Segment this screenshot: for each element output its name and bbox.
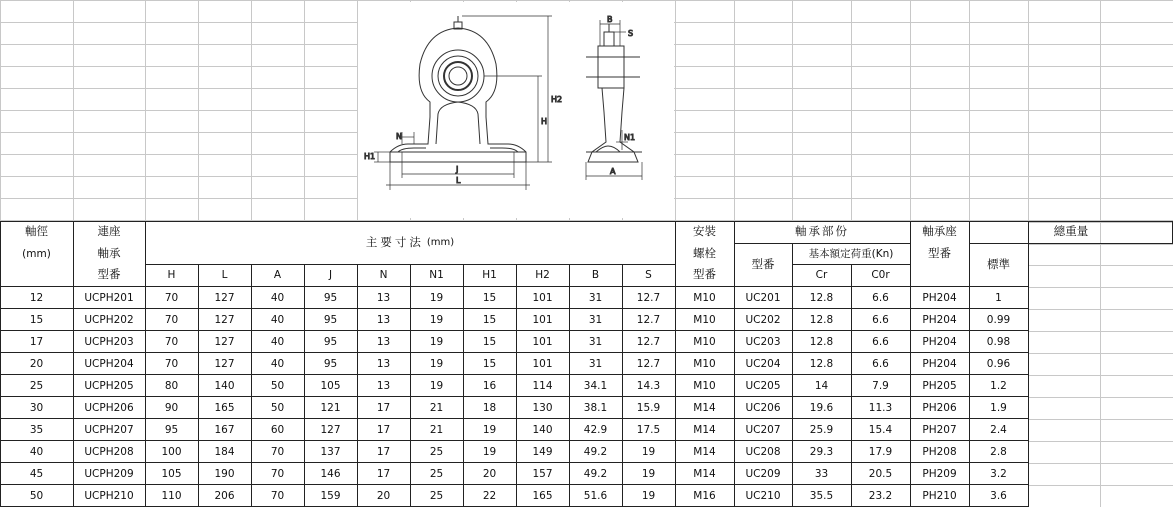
cell-weight: 1.2 xyxy=(990,379,1007,392)
cell-dim-n1: 25 xyxy=(429,467,444,480)
cell-dim-s: 12.7 xyxy=(636,291,661,304)
cell-bolt: M16 xyxy=(693,489,716,502)
cell-housing: PH207 xyxy=(922,423,957,436)
cell-dim-b: 31 xyxy=(588,313,603,326)
header-main-dims xyxy=(145,222,675,264)
cell-bolt: M14 xyxy=(693,423,716,436)
header-dim-n1: N1 xyxy=(429,268,444,281)
cell-dim-b: 31 xyxy=(588,335,603,348)
cell-weight: 0.98 xyxy=(986,335,1011,348)
cell-dim-n1: 19 xyxy=(429,313,444,326)
cell-dim-a: 40 xyxy=(270,291,285,304)
header-mm: (mm) xyxy=(22,247,51,260)
cell-dim-h1: 15 xyxy=(482,335,497,348)
dim-label-j: J xyxy=(456,165,459,174)
cell-housing: PH206 xyxy=(922,401,957,414)
header-mount: 安裝 xyxy=(693,224,716,239)
cell-weight: 3.2 xyxy=(990,467,1007,480)
cell-dim-a: 70 xyxy=(270,489,285,502)
cell-bearing: UC204 xyxy=(745,357,781,370)
cell-bearing: UC205 xyxy=(745,379,781,392)
header-dim-n: N xyxy=(379,268,388,281)
cell-dim-h2: 149 xyxy=(532,445,553,458)
cell-dim-s: 17.5 xyxy=(636,423,661,436)
cell-dim-a: 40 xyxy=(270,357,285,370)
cell-dim-l: 167 xyxy=(214,423,235,436)
cell-dim-n: 13 xyxy=(376,357,391,370)
header-bearing-model: 型番 xyxy=(751,257,775,272)
cell-dim-h: 90 xyxy=(164,401,179,414)
header-housing-model: 型番 xyxy=(928,246,951,261)
cell-model: UCPH203 xyxy=(84,335,134,348)
bearing-diagram xyxy=(358,2,674,218)
cell-bearing: UC202 xyxy=(745,313,781,326)
main-dims-label: 主要寸法 xyxy=(365,235,424,250)
cell-dim-n: 13 xyxy=(376,313,391,326)
cell-dim-l: 165 xyxy=(214,401,235,414)
cell-dim-n1: 21 xyxy=(429,423,444,436)
cell-shaft-dia: 25 xyxy=(29,379,44,392)
cell-dim-s: 19 xyxy=(641,445,656,458)
dim-label-a: A xyxy=(610,167,616,176)
cell-dim-l: 127 xyxy=(214,291,235,304)
cell-bolt: M14 xyxy=(693,467,716,480)
cell-dim-a: 40 xyxy=(270,313,285,326)
cell-dim-h2: 101 xyxy=(532,291,553,304)
cell-dim-n: 13 xyxy=(376,379,391,392)
cell-dim-s: 19 xyxy=(641,489,656,502)
cell-dim-b: 34.1 xyxy=(583,379,608,392)
cell-housing: PH204 xyxy=(922,335,957,348)
dim-label-l: L xyxy=(456,176,461,185)
cell-cr: 19.6 xyxy=(809,401,834,414)
header-dim-h: H xyxy=(167,268,176,281)
cell-model: UCPH202 xyxy=(84,313,134,326)
cell-dim-h2: 130 xyxy=(532,401,553,414)
header-shaft-dia: 軸徑 xyxy=(25,224,48,239)
cell-dim-a: 60 xyxy=(270,423,285,436)
header-standard: 標準 xyxy=(987,257,1010,272)
cell-housing: PH204 xyxy=(922,357,957,370)
cell-cor: 15.4 xyxy=(868,423,893,436)
cell-model: UCPH209 xyxy=(84,467,134,480)
cell-shaft-dia: 45 xyxy=(29,467,44,480)
cell-housing: PH204 xyxy=(922,291,957,304)
cell-bearing: UC206 xyxy=(745,401,781,414)
cell-weight: 1 xyxy=(995,291,1002,304)
cell-shaft-dia: 40 xyxy=(29,445,44,458)
cell-dim-h2: 101 xyxy=(532,335,553,348)
header-housing: 軸承座 xyxy=(922,224,957,239)
cell-cor: 23.2 xyxy=(868,489,893,502)
cell-dim-h1: 22 xyxy=(482,489,497,502)
cell-shaft-dia: 17 xyxy=(29,335,44,348)
cell-dim-b: 38.1 xyxy=(583,401,608,414)
cell-weight: 0.96 xyxy=(986,357,1011,370)
dim-label-n1: N1 xyxy=(624,133,636,142)
cell-housing: PH210 xyxy=(922,489,957,502)
cell-dim-b: 51.6 xyxy=(583,489,608,502)
cell-cor: 6.6 xyxy=(872,313,889,326)
cell-dim-s: 12.7 xyxy=(636,335,661,348)
cell-dim-h2: 101 xyxy=(532,357,553,370)
header-pillow-block: 連座 xyxy=(97,224,121,239)
cell-dim-h2: 165 xyxy=(532,489,553,502)
cell-dim-l: 206 xyxy=(214,489,235,502)
cell-dim-h2: 114 xyxy=(532,379,553,392)
cell-dim-l: 184 xyxy=(214,445,235,458)
cell-dim-h2: 101 xyxy=(532,313,553,326)
cell-dim-h: 70 xyxy=(164,313,179,326)
cell-bearing: UC203 xyxy=(745,335,781,348)
cell-dim-s: 15.9 xyxy=(636,401,661,414)
cell-bearing: UC210 xyxy=(745,489,781,502)
cell-housing: PH209 xyxy=(922,467,957,480)
cell-weight: 1.9 xyxy=(990,401,1007,414)
cell-dim-s: 19 xyxy=(641,467,656,480)
cell-dim-h1: 19 xyxy=(482,445,497,458)
cell-dim-b: 49.2 xyxy=(583,445,608,458)
cell-dim-n: 17 xyxy=(376,423,391,436)
cell-dim-j: 95 xyxy=(323,335,338,348)
cell-dim-h1: 15 xyxy=(482,313,497,326)
cell-dim-a: 50 xyxy=(270,379,285,392)
cell-cr: 12.8 xyxy=(809,357,834,370)
cell-dim-h1: 18 xyxy=(482,401,497,414)
cell-dim-h: 105 xyxy=(161,467,182,480)
cell-dim-n1: 19 xyxy=(429,291,444,304)
front-view xyxy=(390,16,526,162)
cell-dim-h: 100 xyxy=(161,445,182,458)
header-load-rating: 基本額定荷重(Kn) xyxy=(808,247,894,260)
cell-dim-b: 31 xyxy=(588,291,603,304)
cell-shaft-dia: 30 xyxy=(29,401,44,414)
cell-dim-n: 13 xyxy=(376,291,391,304)
cell-dim-n1: 25 xyxy=(429,489,444,502)
cell-dim-a: 40 xyxy=(270,335,285,348)
cell-shaft-dia: 15 xyxy=(29,313,44,326)
cell-cr: 33 xyxy=(814,467,829,480)
cell-dim-h1: 19 xyxy=(482,423,497,436)
cell-weight: 2.8 xyxy=(990,445,1007,458)
cell-cr: 35.5 xyxy=(809,489,834,502)
cell-dim-h: 70 xyxy=(164,335,179,348)
cell-dim-h1: 16 xyxy=(482,379,497,392)
cell-dim-a: 70 xyxy=(270,445,285,458)
cell-dim-l: 127 xyxy=(214,313,235,326)
header-cor: C0r xyxy=(871,268,890,281)
header-bolt: 螺栓 xyxy=(693,246,716,261)
cell-model: UCPH206 xyxy=(84,401,134,414)
cell-cor: 6.6 xyxy=(872,335,889,348)
cell-dim-h: 70 xyxy=(164,291,179,304)
cell-cr: 14 xyxy=(814,379,829,392)
cell-housing: PH208 xyxy=(922,445,957,458)
header-bolt-model: 型番 xyxy=(693,267,716,282)
cell-dim-h1: 20 xyxy=(482,467,497,480)
cell-cr: 29.3 xyxy=(809,445,834,458)
cell-dim-h: 110 xyxy=(161,489,182,502)
dim-label-h2: H2 xyxy=(551,95,563,104)
cell-dim-h2: 157 xyxy=(532,467,553,480)
cell-dim-n1: 19 xyxy=(429,357,444,370)
cell-dim-b: 42.9 xyxy=(583,423,608,436)
header-dim-b: B xyxy=(591,268,600,281)
cell-bearing: UC209 xyxy=(745,467,781,480)
cell-dim-j: 95 xyxy=(323,291,338,304)
cell-dim-a: 50 xyxy=(270,401,285,414)
cell-bolt: M10 xyxy=(693,335,716,348)
header-dim-l: L xyxy=(221,268,228,281)
cell-dim-h: 70 xyxy=(164,357,179,370)
header-cr: Cr xyxy=(815,268,828,281)
cell-dim-n: 20 xyxy=(376,489,391,502)
cell-dim-j: 121 xyxy=(320,401,341,414)
cell-dim-a: 70 xyxy=(270,467,285,480)
cell-cr: 12.8 xyxy=(809,313,834,326)
cell-dim-n: 13 xyxy=(376,335,391,348)
cell-dim-s: 14.3 xyxy=(636,379,661,392)
cell-dim-j: 95 xyxy=(323,357,338,370)
cell-dim-j: 127 xyxy=(320,423,341,436)
header-dim-j: J xyxy=(328,268,333,281)
cell-weight: 3.6 xyxy=(990,489,1007,502)
cell-bolt: M14 xyxy=(693,445,716,458)
cell-dim-j: 159 xyxy=(320,489,341,502)
cell-shaft-dia: 12 xyxy=(29,291,44,304)
header-total-weight: 總重量 xyxy=(1053,224,1089,239)
cell-model: UCPH201 xyxy=(84,291,134,304)
cell-cor: 20.5 xyxy=(868,467,893,480)
cell-bearing: UC208 xyxy=(745,445,781,458)
cell-cor: 6.6 xyxy=(872,357,889,370)
cell-bolt: M10 xyxy=(693,357,716,370)
cell-dim-j: 105 xyxy=(320,379,341,392)
cell-weight: 0.99 xyxy=(986,313,1011,326)
cell-dim-b: 49.2 xyxy=(583,467,608,480)
cell-cr: 12.8 xyxy=(809,291,834,304)
cell-dim-l: 127 xyxy=(214,357,235,370)
cell-dim-n1: 21 xyxy=(429,401,444,414)
header-dim-h2: H2 xyxy=(535,268,550,281)
cell-dim-j: 95 xyxy=(323,313,338,326)
cell-dim-n: 17 xyxy=(376,467,391,480)
cell-cr: 25.9 xyxy=(809,423,834,436)
cell-dim-n: 17 xyxy=(376,445,391,458)
dim-label-h: H xyxy=(541,117,548,126)
cell-cor: 6.6 xyxy=(872,291,889,304)
cell-bolt: M10 xyxy=(693,313,716,326)
cell-dim-l: 140 xyxy=(214,379,235,392)
cell-weight: 2.4 xyxy=(990,423,1007,436)
dim-label-n: N xyxy=(396,132,402,141)
dim-label-s: S xyxy=(628,29,634,38)
cell-shaft-dia: 35 xyxy=(29,423,44,436)
cell-dim-l: 190 xyxy=(214,467,235,480)
cell-cor: 7.9 xyxy=(872,379,889,392)
cell-dim-s: 12.7 xyxy=(636,357,661,370)
cell-dim-n1: 19 xyxy=(429,335,444,348)
cell-dim-j: 146 xyxy=(320,467,341,480)
cell-model: UCPH208 xyxy=(84,445,134,458)
cell-dim-n: 17 xyxy=(376,401,391,414)
cell-bolt: M10 xyxy=(693,291,716,304)
cell-cr: 12.8 xyxy=(809,335,834,348)
cell-housing: PH204 xyxy=(922,313,957,326)
header-bearing-part: 軸承部份 xyxy=(795,224,849,239)
cell-model: UCPH205 xyxy=(84,379,134,392)
cell-dim-h: 80 xyxy=(164,379,179,392)
dim-label-b: B xyxy=(607,15,613,24)
cell-model: UCPH207 xyxy=(84,423,134,436)
cell-cor: 17.9 xyxy=(868,445,893,458)
cell-bolt: M14 xyxy=(693,401,716,414)
header-model-no: 型番 xyxy=(97,267,121,282)
cell-housing: PH205 xyxy=(922,379,957,392)
cell-bearing: UC201 xyxy=(745,291,781,304)
cell-dim-h1: 15 xyxy=(482,291,497,304)
cell-dim-b: 31 xyxy=(588,357,603,370)
header-dim-s: S xyxy=(645,268,652,281)
header-dim-a: A xyxy=(273,268,282,281)
header-dim-h1: H1 xyxy=(482,268,497,281)
cell-shaft-dia: 20 xyxy=(29,357,44,370)
main-dims-unit: (mm) xyxy=(426,237,455,248)
cell-dim-h: 95 xyxy=(164,423,179,436)
cell-shaft-dia: 50 xyxy=(29,489,44,502)
cell-bolt: M10 xyxy=(693,379,716,392)
cell-model: UCPH210 xyxy=(84,489,134,502)
cell-dim-h2: 140 xyxy=(532,423,553,436)
cell-model: UCPH204 xyxy=(84,357,134,370)
dim-label-h1: H1 xyxy=(364,152,376,161)
technical-drawing xyxy=(358,2,674,218)
cell-cor: 11.3 xyxy=(868,401,893,414)
cell-bearing: UC207 xyxy=(745,423,781,436)
cell-dim-j: 137 xyxy=(320,445,341,458)
header-bearing-unit: 軸承 xyxy=(97,246,121,261)
cell-dim-h1: 15 xyxy=(482,357,497,370)
cell-dim-l: 127 xyxy=(214,335,235,348)
cell-dim-s: 12.7 xyxy=(636,313,661,326)
cell-dim-n1: 25 xyxy=(429,445,444,458)
cell-dim-n1: 19 xyxy=(429,379,444,392)
